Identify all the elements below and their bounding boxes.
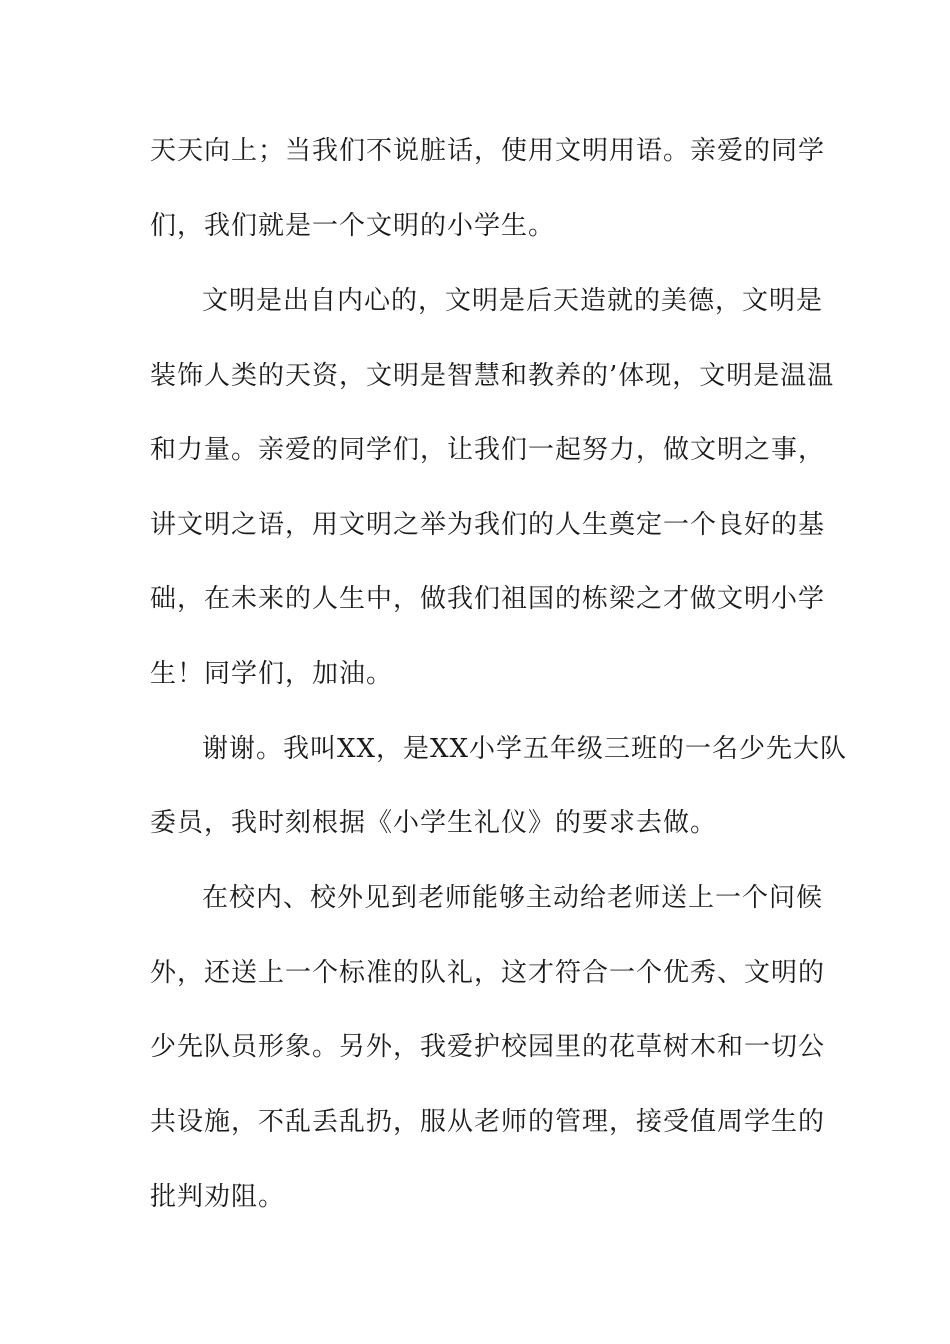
text-line: 批判劝阻。 bbox=[150, 1182, 286, 1212]
paragraph-start-line: 在校内、校外见到老师能够主动给老师送上一个问候 bbox=[202, 883, 824, 913]
text-line: 和力量。亲爱的同学们，让我们一起努力，做文明之事， bbox=[150, 435, 826, 465]
text-line: 装饰人类的天资，文明是智慧和教养的’体现，文明是温温 bbox=[150, 361, 835, 391]
text-line: 生！同学们，加油。 bbox=[150, 659, 394, 689]
paragraph-start-line: 文明是出自内心的，文明是后天造就的美德，文明是 bbox=[202, 286, 824, 316]
text-line: 天天向上；当我们不说脏话，使用文明用语。亲爱的同学 bbox=[150, 136, 826, 166]
text-line: 们，我们就是一个文明的小学生。 bbox=[150, 211, 556, 241]
paragraph-start-line: 谢谢。我叫XX，是XX小学五年级三班的一名少先大队 bbox=[202, 734, 848, 764]
text-line: 委员，我时刻根据《小学生礼仪》的要求去做。 bbox=[150, 808, 718, 838]
text-line: 少先队员形象。另外，我爱护校园里的花草树木和一切公 bbox=[150, 1032, 826, 1062]
text-line: 外，还送上一个标准的队礼，这才符合一个优秀、文明的 bbox=[150, 958, 826, 988]
text-line: 础，在未来的人生中，做我们祖国的栋梁之才做文明小学 bbox=[150, 584, 826, 614]
text-line: 讲文明之语，用文明之举为我们的人生奠定一个良好的基 bbox=[150, 510, 826, 540]
text-line: 共设施，不乱丢乱扔，服从老师的管理，接受值周学生的 bbox=[150, 1107, 826, 1137]
